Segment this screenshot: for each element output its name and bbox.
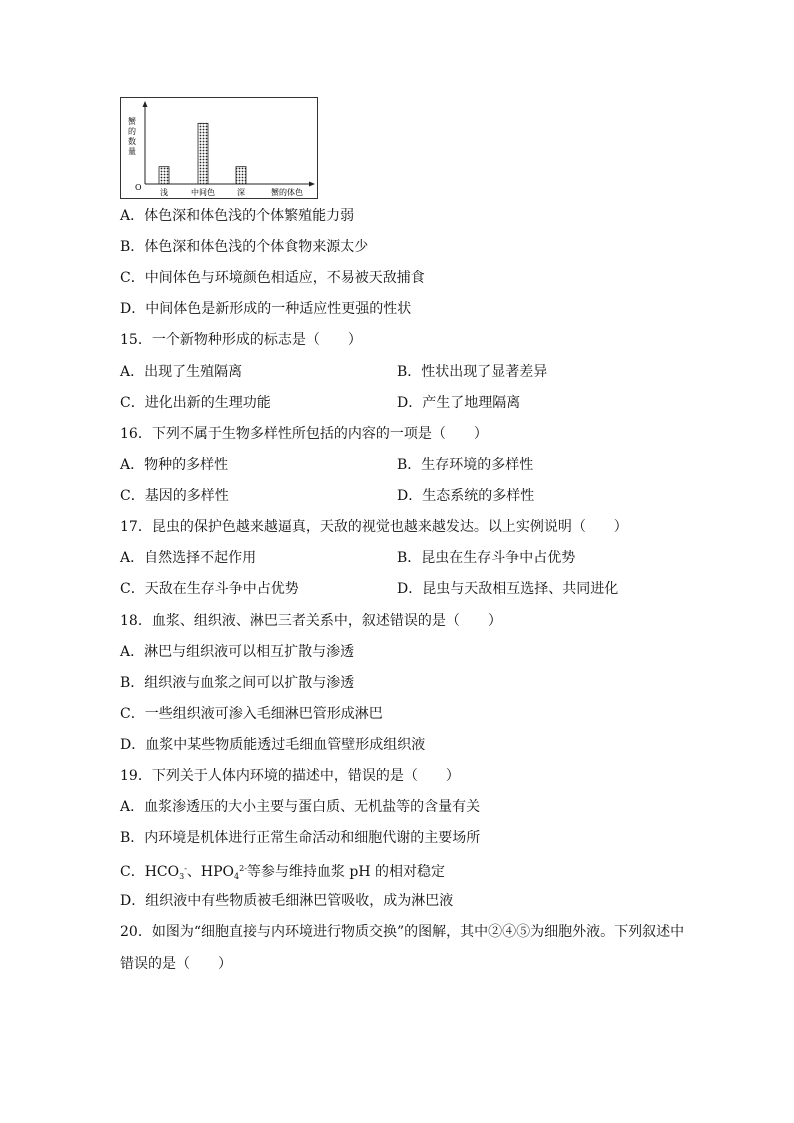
chart-svg (121, 98, 317, 198)
q15-option-b: B．性状出现了显著差异 (397, 364, 548, 380)
q17-option-b: B．昆虫在生存斗争中占优势 (397, 550, 576, 566)
q14-option-a: A．体色深和体色浅的个体繁殖能力弱 (120, 208, 355, 224)
bar-0 (159, 167, 169, 184)
q16-option-c: C．基因的多样性 (120, 488, 229, 504)
q15-option-a: A．出现了生殖隔离 (120, 364, 243, 380)
q19-option-a: A．血浆渗透压的大小主要与蛋白质、无机盐等的含量有关 (120, 799, 481, 815)
bar-2 (236, 167, 246, 184)
x-tick-label-2: 深 (237, 188, 245, 197)
q20-stem-line2: 错误的是（ ） (120, 956, 232, 972)
q17-option-a: A．自然选择不起作用 (120, 550, 257, 566)
q19-option-b: B．内环境是机体进行正常生命活动和细胞代谢的主要场所 (120, 830, 481, 846)
q18-option-b: B．组织液与血浆之间可以扩散与渗透 (120, 675, 355, 691)
q17-stem: 17．昆虫的保护色越来越逼真，天敌的视觉也越来越发达。以上实例说明（ ） (120, 519, 628, 535)
q14-option-b: B．体色深和体色浅的个体食物来源太少 (120, 239, 369, 255)
q19-c-sub2: 4 (234, 872, 240, 881)
q15-option-c: C．进化出新的生理功能 (120, 395, 271, 411)
q19-c-sub1: 3 (179, 872, 185, 881)
x-axis-arrow (309, 182, 315, 187)
q18-option-d: D．血浆中某些物质能透过毛细血管壁形成组织液 (120, 737, 426, 753)
q19-option-d: D．组织液中有些物质被毛细淋巴管吸收，成为淋巴液 (120, 893, 454, 909)
q15-option-d: D．产生了地理隔离 (397, 395, 521, 411)
y-axis-label: 蟹的数量 (128, 117, 136, 156)
q19-c-rest: 等参与维持血浆 pH 的相对稳定 (246, 864, 445, 880)
q17-option-d: D．昆虫与天敌相互选择、共同进化 (397, 581, 619, 597)
crab-color-bar-chart (120, 97, 318, 199)
q18-stem: 18．血浆、组织液、淋巴三者关系中，叙述错误的是（ ） (120, 613, 502, 629)
q14-option-c: C．中间体色与环境颜色相适应，不易被天敌捕食 (120, 270, 425, 286)
q14-option-d: D．中间体色是新形成的一种适应性更强的性状 (120, 301, 412, 317)
q18-option-a: A．淋巴与组织液可以相互扩散与渗透 (120, 644, 355, 660)
q19-c-sup1: - (184, 864, 187, 873)
q19-c-mid: 、HPO (186, 864, 235, 880)
y-axis-arrow (143, 101, 148, 107)
q16-option-a: A．物种的多样性 (120, 457, 229, 473)
q16-stem: 16．下列不属于生物多样性所包括的内容的一项是（ ） (120, 426, 488, 442)
x-tick-label-0: 浅 (160, 188, 168, 197)
origin-label: O (135, 183, 142, 192)
x-tick-label-1: 中间色 (191, 188, 215, 197)
q20-stem-line1: 20．如图为“细胞直接与内环境进行物质交换”的图解，其中②④⑤为细胞外液。下列叙述中 (120, 924, 685, 940)
q17-option-c: C．天敌在生存斗争中占优势 (120, 581, 299, 597)
q19-c-prefix: C．HCO (120, 864, 180, 880)
q18-option-c: C．一些组织液可渗入毛细淋巴管形成淋巴 (120, 706, 383, 722)
q16-option-d: D．生态系统的多样性 (397, 488, 535, 504)
bar-1 (198, 123, 208, 184)
x-axis-label: 蟹的体色 (271, 188, 303, 197)
q16-option-b: B．生存环境的多样性 (397, 457, 534, 473)
q19-option-c (120, 859, 445, 879)
q15-stem: 15．一个新物种形成的标志是（ ） (120, 332, 362, 348)
q19-stem: 19．下列关于人体内环境的描述中，错误的是（ ） (120, 768, 460, 784)
q19-c-sup2: 2- (239, 864, 247, 873)
